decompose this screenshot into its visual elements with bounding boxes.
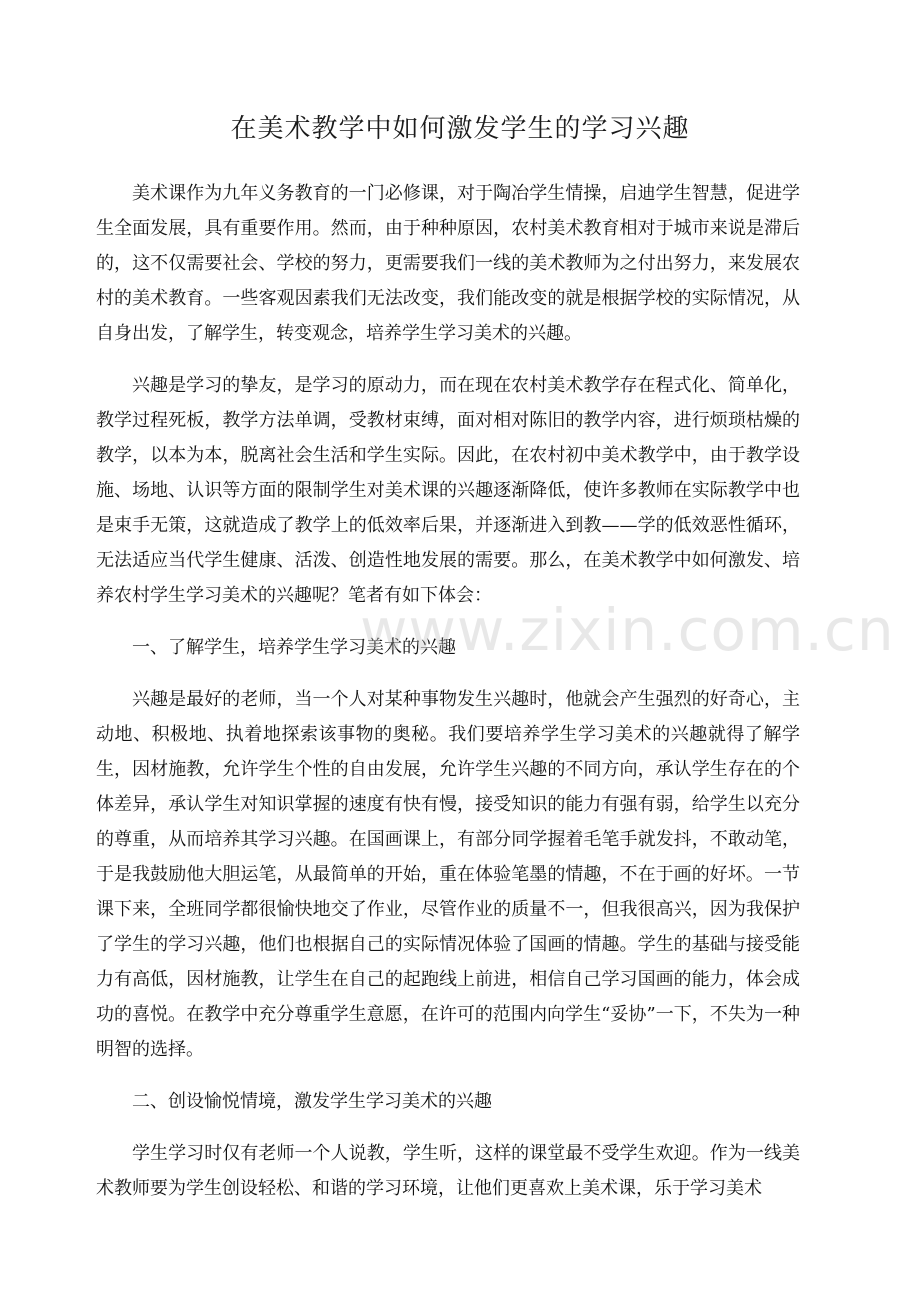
document-body <box>96 176 800 1206</box>
section-heading-1: 一、了解学生，培养学生学习美术的兴趣 <box>132 637 456 658</box>
paragraph-section-2: 学生学习时仅有老师一个人说教，学生听，这样的课堂最不受学生欢迎。作为一线美术教师要为学生创设轻松、和谐的学习环境，让他们更喜欢上美术课，乐于学习美术 <box>96 1143 800 1199</box>
paragraph-interest: 兴趣是学习的挚友，是学习的原动力，而在现在农村美术教学存在程式化、简单化，教学过程死板，教学方法单调，受教材束缚，面对相对陈旧的教学内容，进行烦琐枯燥的教学，以本为本，脱离社会生活和学生实际。因此，在农村初中美术教学中，由于教学设施、场地、认识等方面的限制学生对美术课的兴趣逐渐降低，使许多教师在实际教学中也是束手无策，这就造成了教学上的低效率后果，并逐渐进入到教——学的低效恶性循环，无法适应当代学生健康、活泼、创造性地发展的需要。那么，在美术教学中如何激发、培养农村学生学习美术的兴趣呢？笔者有如下体会： <box>96 375 800 606</box>
site-watermark: www.zixin.com.cn <box>360 596 895 664</box>
paragraph-intro: 美术课作为九年义务教育的一门必修课，对于陶冶学生情操，启迪学生智慧，促进学生全面发展，具有重要作用。然而，由于种种原因，农村美术教育相对于城市来说是滞后的，这不仅需要社会、学校的努力，更需要我们一线的美术教师为之付出努力，来发展农村的美术教育。一些客观因素我们无法改变，我们能改变的就是根据学校的实际情况，从自身出发，了解学生，转变观念，培养学生学习美术的兴趣。 <box>96 183 800 344</box>
document-title: 在美术教学中如何激发学生的学习兴趣 <box>230 114 690 144</box>
section-heading-2: 二、创设愉悦情境，激发学生学习美术的兴趣 <box>132 1091 492 1112</box>
paragraph-section-1: 兴趣是最好的老师，当一个人对某种事物发生兴趣时，他就会产生强烈的好奇心，主动地、积极地、执着地探索该事物的奥秘。我们要培养学生学习美术的兴趣就得了解学生，因材施教，允许学生个性的自由发展，允许学生兴趣的不同方向，承认学生存在的个体差异，承认学生对知识掌握的速度有快有慢，接受知识的能力有强有弱，给学生以充分的尊重，从而培养其学习兴趣。在国画课上，有部分同学握着毛笔手就发抖，不敢动笔，于是我鼓励他大胆运笔，从最简单的开始，重在体验笔墨的情趣，不在于画的好坏。一节课下来，全班同学都很愉快地交了作业，尽管作业的质量不一，但我很高兴，因为我保护了学生的学习兴趣，他们也根据自己的实际情况体验了国画的情趣。学生的基础与接受能力有高低，因材施教，让学生在自己的起跑线上前进，相信自己学习国画的能力，体会成功的喜悦。在教学中充分尊重学生意愿，在许可的范围内向学生“妥协”一下，不失为一种明智的选择。 <box>96 689 800 1060</box>
